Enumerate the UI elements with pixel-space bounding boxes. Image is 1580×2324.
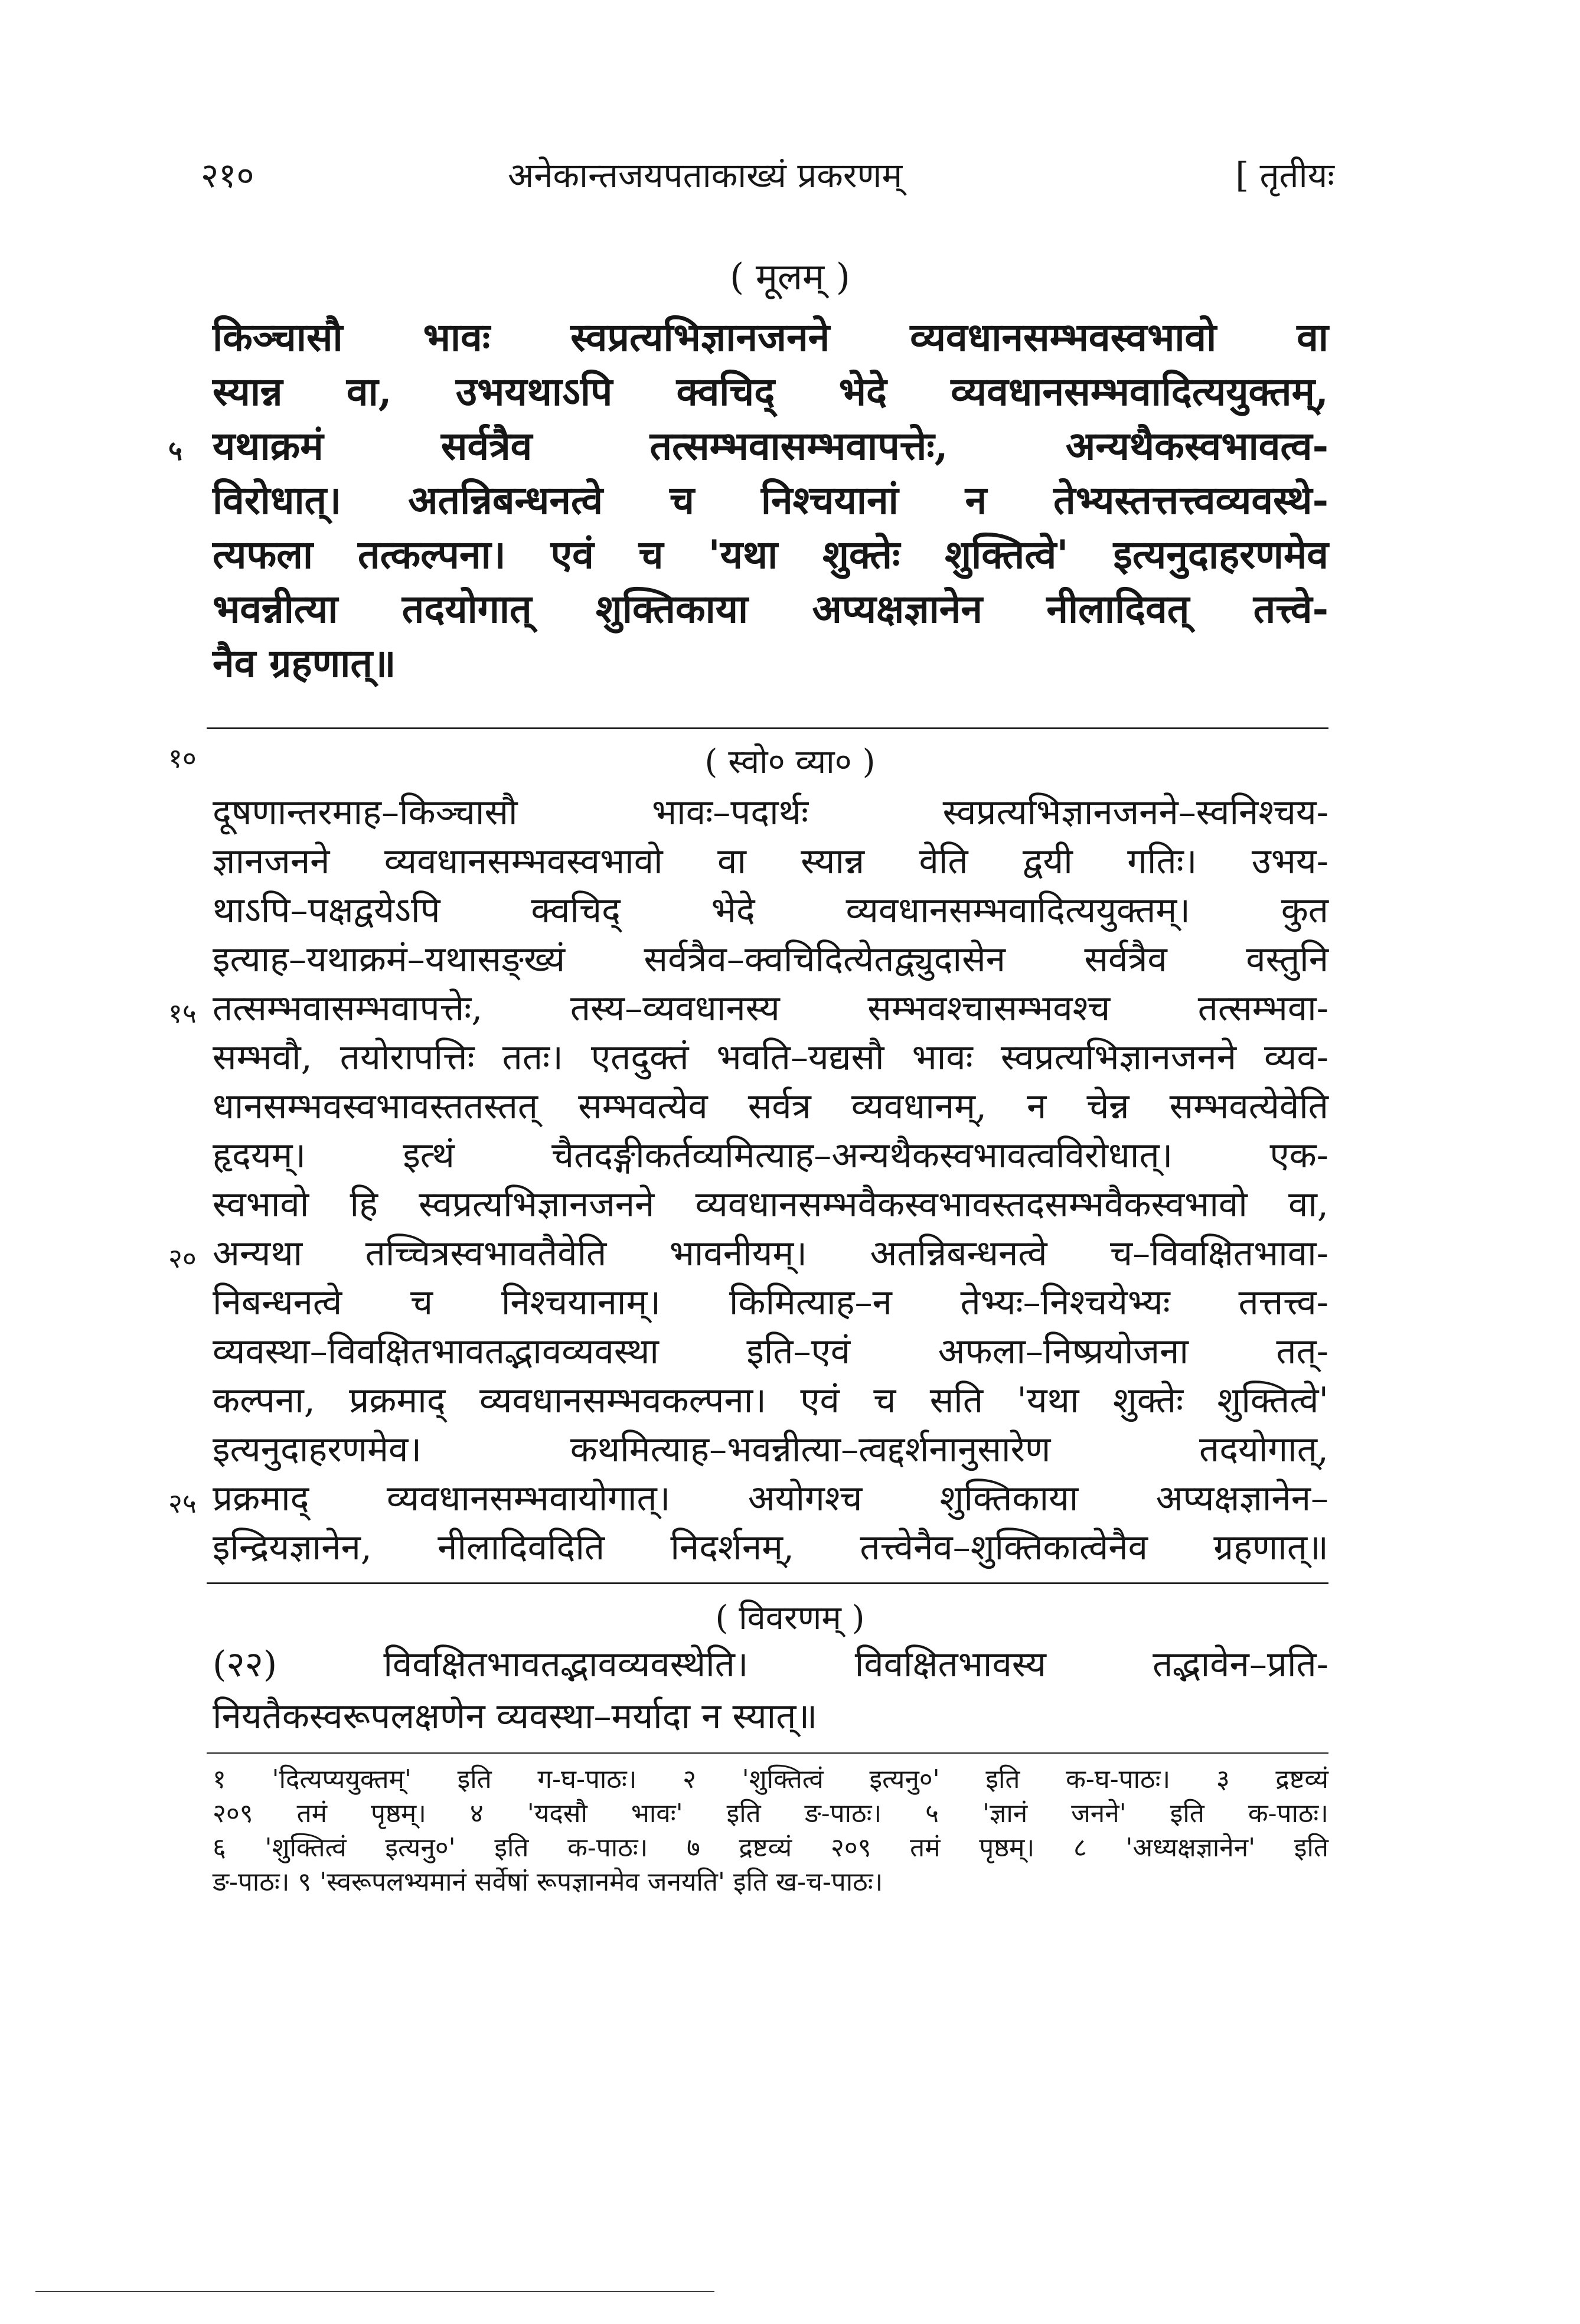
text-line: (२२) विवक्षितभावतद्भावव्यवस्थेति। विवक्षितभावस्य तद्भावेन–प्रति- bbox=[213, 1644, 1328, 1685]
mula-text bbox=[168, 310, 1328, 690]
text-line: व्यवस्था–विवक्षितभावतद्भावव्यवस्था इति–एवं अफला–निष्प्रयोजना तत्- bbox=[213, 1331, 1328, 1372]
text-line: हृदयम्। इत्थं चैतदङ्गीकर्तव्यमित्याह–अन्यथैकस्वभावत्वविरोधात्। एक- bbox=[213, 1135, 1328, 1176]
text-line: २५ प्रक्रमाद् व्यवधानसम्भवायोगात्। अयोगश्च शुक्तिकाया अप्यक्षज्ञानेन– bbox=[213, 1474, 1328, 1523]
text-line: भवन्नीत्या तदयोगात् शुक्तिकाया अप्यक्षज्ञानेन नीलादिवत् तत्त्वे- bbox=[213, 586, 1328, 632]
text-line: दूषणान्तरमाह–किञ्चासौ भावः–पदार्थः स्वप्रत्यभिज्ञानजनने–स्वनिश्चय- bbox=[213, 792, 1328, 833]
divider-rule bbox=[207, 1582, 1328, 1584]
footnotes bbox=[213, 1762, 1328, 1899]
line-number: १५ bbox=[168, 997, 197, 1029]
running-title: अनेकान्तजयपताकाख्यं प्रकरणम् bbox=[508, 155, 903, 195]
mula-heading: ( मूलम् ) bbox=[730, 255, 850, 298]
footnote-line: ६ 'शुक्तित्वं इत्यनु०' इति क-पाठः। ७ द्रष्टव्यं २०९ तमं पृष्ठम्। ८ 'अध्यक्षज्ञानेन' इति bbox=[213, 1833, 1328, 1863]
text-line: त्यफला तत्कल्पना। एवं च 'यथा शुक्तेः शुक्तित्वे' इत्यनुदाहरणमेव bbox=[213, 531, 1328, 577]
text-line: इत्याह–यथाक्रमं–यथासङ्ख्यं सर्वत्रैव–क्वचिदित्येतद्व्युदासेन सर्वत्रैव वस्तुनि bbox=[213, 939, 1328, 980]
text-line: नियतैकस्वरूपलक्षणेन व्यवस्था–मर्यादा न स्यात्॥ bbox=[213, 1696, 818, 1737]
text-line: किञ्चासौ भावः स्वप्रत्यभिज्ञानजनने व्यवधानसम्भवस्वभावो वा bbox=[213, 314, 1328, 360]
text-line: सम्भवौ, तयोरापत्तिः ततः। एतदुक्तं भवति–यद्यसौ भावः स्वप्रत्यभिज्ञानजनने व्यव- bbox=[213, 1037, 1328, 1078]
running-header bbox=[201, 145, 1334, 210]
text-line: धानसम्भवस्वभावस्ततस्तत् सम्भवत्येव सर्वत्र व्यवधानम्, न चेन्न सम्भवत्येवेति bbox=[213, 1086, 1328, 1127]
text-line: ५ यथाक्रमं सर्वत्रैव तत्सम्भवासम्भवापत्तेः, अन्यथैकस्वभावत्व- bbox=[213, 419, 1328, 473]
text-line: थाऽपि–पक्षद्वयेऽपि क्वचिद् भेदे व्यवधानसम्भवादित्ययुक्तम्। कुत bbox=[213, 890, 1328, 931]
text-line: कल्पना, प्रक्रमाद् व्यवधानसम्भवकल्पना। एवं च सति 'यथा शुक्तेः शुक्तित्वे' bbox=[213, 1380, 1328, 1421]
text-line: स्यान्न वा, उभयथाऽपि क्वचिद् भेदे व्यवधानसम्भवादित्ययुक्तम्, bbox=[213, 368, 1328, 414]
vivarana-heading: ( विवरणम् ) bbox=[715, 1599, 865, 1637]
vivarana-text bbox=[213, 1638, 1328, 1742]
page-number: २१० bbox=[201, 155, 254, 195]
text-line: इत्यनुदाहरणमेव। कथमित्याह–भवन्नीत्या–त्वद्दर्शनानुसारेण तदयोगात्, bbox=[213, 1429, 1328, 1470]
footnote-line: १ 'दित्यप्ययुक्तम्' इति ग-घ-पाठः। २ 'शुक्तित्वं इत्यनु०' इति क-घ-पाठः। ३ द्रष्टव्यं bbox=[213, 1764, 1328, 1794]
line-number: १० bbox=[168, 742, 197, 774]
text-line: १५ तत्सम्भवासम्भवापत्तेः, तस्य–व्यवधानस्य सम्भवश्चासम्भवश्च तत्सम्भवा- bbox=[213, 984, 1328, 1033]
text-line: निबन्धनत्वे च निश्चयानाम्। किमित्याह–न तेभ्यः–निश्चयेभ्यः तत्तत्त्व- bbox=[213, 1282, 1328, 1323]
line-number: २५ bbox=[168, 1487, 197, 1519]
footnote-rule bbox=[207, 1752, 1328, 1754]
footnote-line: २०९ तमं पृष्ठम्। ४ 'यदसौ भावः' इति ङ-पाठः। ५ 'ज्ञानं जनने' इति क-पाठः। bbox=[213, 1799, 1328, 1829]
page-bottom-line bbox=[35, 2291, 714, 2292]
text-line: २० अन्यथा तच्चित्रस्वभावतैवेति भावनीयम्। अतन्निबन्धनत्वे च–विवक्षितभावा- bbox=[213, 1229, 1328, 1278]
text-line: नैव ग्रहणात्॥ bbox=[213, 640, 396, 686]
section-label: [ तृतीयः bbox=[1235, 155, 1334, 195]
text-line: इन्द्रियज्ञानेन, नीलादिवदिति निदर्शनम्, तत्त्वेनैव–शुक्तिकात्वेनैव ग्रहणात्॥ bbox=[213, 1527, 1328, 1568]
commentary-text bbox=[168, 788, 1328, 1572]
text-line: विरोधात्। अतन्निबन्धनत्वे च निश्चयानां न तेभ्यस्तत्तत्त्वव्यवस्थे- bbox=[213, 477, 1328, 523]
line-number: २० bbox=[168, 1242, 197, 1274]
text-line: ज्ञानजनने व्यवधानसम्भवस्वभावो वा स्यान्न वेति द्वयी गतिः। उभय- bbox=[213, 841, 1328, 882]
footnote-line: ङ-पाठः। ९ 'स्वरूपलभ्यमानं सर्वेषां रूपज्ञानमेव जनयति' इति ख-च-पाठः। bbox=[213, 1867, 883, 1897]
divider-rule bbox=[207, 727, 1328, 729]
text-line: स्वभावो हि स्वप्रत्यभिज्ञानजनने व्यवधानसम्भवैकस्वभावस्तदसम्भवैकस्वभावो वा, bbox=[213, 1184, 1328, 1225]
line-number: ५ bbox=[168, 435, 182, 466]
commentary-heading: ( स्वो० व्या० ) bbox=[704, 743, 876, 781]
